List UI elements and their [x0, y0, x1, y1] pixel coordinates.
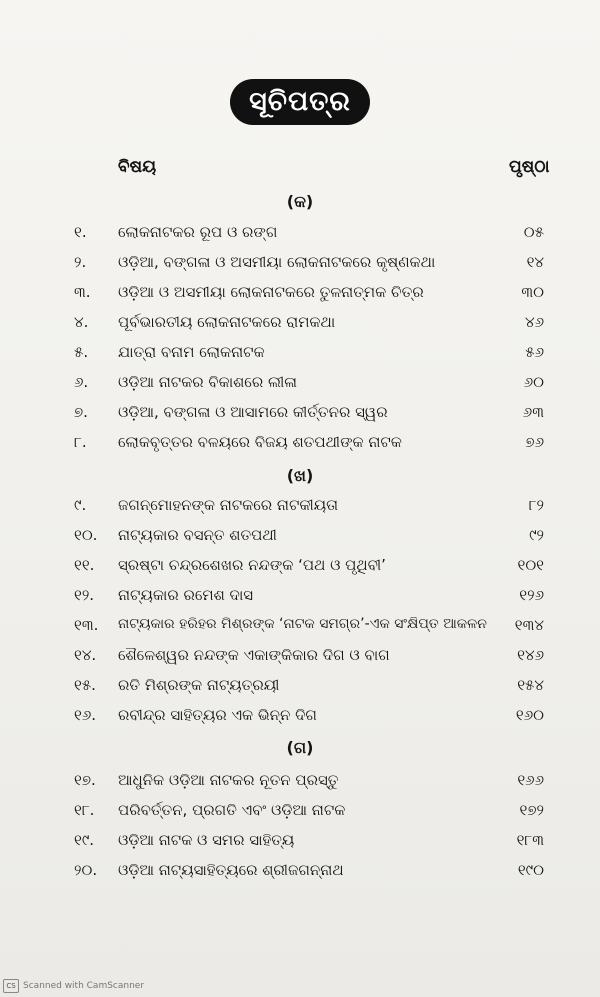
- entry-title: ଲୋକବୃତ୍ତର ବଳୟରେ ବିଜୟ ଶତପଥୀଙ୍କ ନାଟକ: [118, 433, 402, 451]
- entry-title: ଓଡ଼ିଆ ନାଟ୍ୟସାହିତ୍ୟରେ ଶ୍ରୀଜଗନ୍ନାଥ: [118, 861, 344, 879]
- section-heading-ga: (ଗ): [286, 738, 314, 757]
- entry-number: ୧୭.: [74, 771, 96, 789]
- toc-entry: [74, 343, 544, 367]
- entry-title: ଓଡ଼ିଆ, ବଙ୍ଗଳା ଓ ଅସମୀୟା ଲୋକନାଟକରେ କୃଷ୍ଣକଥା: [118, 253, 436, 271]
- toc-entry: [74, 526, 544, 550]
- toc-entry: [74, 616, 544, 640]
- toc-entry: [74, 586, 544, 610]
- entry-title: ଜଗନ୍ମୋହନଙ୍କ ନାଟକରେ ନାଟକୀୟତା: [118, 496, 339, 514]
- entry-number: ୭.: [74, 403, 88, 421]
- entry-title: ଶୈଳେଶ୍ୱର ନନ୍ଦଙ୍କ ଏକାଙ୍କିକାର ଦିଗ ଓ ବାଗ: [118, 646, 390, 664]
- entry-number: ୧.: [74, 223, 87, 241]
- toc-entry: [74, 861, 544, 885]
- entry-page: ୧୨୬: [519, 586, 544, 604]
- scanner-watermark: [3, 978, 144, 994]
- entry-number: ୧୦.: [74, 526, 98, 544]
- entry-title: ଓଡ଼ିଆ ନାଟକ ଓ ସମର ସାହିତ୍ୟ: [118, 831, 295, 849]
- toc-entry: [74, 556, 544, 580]
- cs-icon: CS: [3, 979, 19, 993]
- toc-entry: [74, 646, 544, 670]
- entry-title: ପରିବର୍ତ୍ତନ, ପ୍ରଗତି ଏବଂ ଓଡ଼ିଆ ନାଟକ: [118, 801, 346, 819]
- toc-entry: [74, 831, 544, 855]
- entry-page: ୧୪: [526, 253, 544, 271]
- entry-page: ୧୬୦: [515, 706, 544, 724]
- entry-title: ରତି ମିଶ୍ରଙ୍କ ନାଟ୍ୟତ୍ରୟୀ: [118, 676, 280, 694]
- entry-title: ରବୀନ୍ଦ୍ର ସାହିତ୍ୟର ଏକ ଭିନ୍ନ ଦିଗ: [118, 706, 317, 724]
- entry-page: ୧୯୦: [517, 861, 544, 879]
- entry-page: ୭୬: [525, 433, 544, 451]
- toc-entry: [74, 223, 544, 247]
- entry-page: ୯୨: [529, 526, 544, 544]
- entry-number: ୧୬.: [74, 706, 97, 724]
- entry-title: ନାଟ୍ୟକାର ହରିହର ମିଶ୍ରଙ୍କ ‘ନାଟକ ସମଗ୍ର’-ଏକ ସଂକ୍ଷିପ୍ତ ଆକଳନ: [118, 616, 487, 632]
- entry-title: ଆଧୁନିକ ଓଡ଼ିଆ ନାଟକର ନୂତନ ପ୍ରସ୍ତୁ: [118, 771, 339, 789]
- entry-title: ପୂର୍ବଭାରତୀୟ ଲୋକନାଟକରେ ରାମକଥା: [118, 313, 336, 331]
- toc-entry: [74, 313, 544, 337]
- entry-number: ୧୫.: [74, 676, 96, 694]
- entry-page: ୧୩୪: [514, 616, 544, 634]
- toc-entry: [74, 496, 544, 520]
- entry-page: ୧୫୪: [517, 676, 544, 694]
- page-title: ସୂଚିପତ୍ର: [230, 79, 370, 125]
- toc-entry: [74, 771, 544, 795]
- entry-title: ନାଟ୍ୟକାର ରମେଶ ଦାସ: [118, 586, 254, 604]
- toc-entry: [74, 373, 544, 397]
- toc-entry: [74, 801, 544, 825]
- scanner-text: Scanned with CamScanner: [23, 981, 145, 991]
- entry-title: ଓଡ଼ିଆ ନାଟକର ବିକାଶରେ ଲୀଳା: [118, 373, 298, 391]
- entry-page: ୫୬: [525, 343, 544, 361]
- entry-page: ୧୬୬: [517, 771, 544, 789]
- toc-entry: [74, 253, 544, 277]
- entry-page: ୧୦୧: [517, 556, 544, 574]
- entry-title: ନାଟ୍ୟକାର ବସନ୍ତ ଶତପଥୀ: [118, 526, 277, 544]
- subject-column-header: ବିଷୟ: [118, 157, 157, 177]
- entry-page: ୪୬: [524, 313, 544, 331]
- entry-page: ୬୩: [522, 403, 544, 421]
- entry-title: ଓଡ଼ିଆ, ବଙ୍ଗଳା ଓ ଆସାମରେ କୀର୍ତ୍ତନର ସ୍ୱର: [118, 403, 388, 421]
- entry-number: ୧୮.: [74, 801, 95, 819]
- entry-number: ୬.: [74, 373, 89, 391]
- entry-number: ୨.: [74, 253, 87, 271]
- entry-number: ୩.: [74, 283, 91, 301]
- toc-entry: [74, 403, 544, 427]
- page-column-header: ପୃଷ୍ଠା: [509, 157, 550, 177]
- entry-title: ଓଡ଼ିଆ ଓ ଅସମୀୟା ଲୋକନାଟକରେ ତୁଳନାତ୍ମକ ଚିତ୍ର: [118, 283, 424, 301]
- entry-title: ସ୍ରଷ୍ଟା ଚନ୍ଦ୍ରଶେଖର ନନ୍ଦଙ୍କ ‘ପଥ ଓ ପୃଥିବୀ’: [118, 556, 386, 574]
- entry-page: ୧୮୩: [516, 831, 544, 849]
- section-heading-kha: (ଖ): [286, 466, 314, 485]
- entry-number: ୮.: [74, 433, 87, 451]
- entry-number: ୯.: [74, 496, 87, 514]
- toc-entry: [74, 676, 544, 700]
- entry-number: ୨୦.: [74, 861, 98, 879]
- entry-number: ୧୯.: [74, 831, 95, 849]
- entry-number: ୧୨.: [74, 586, 95, 604]
- entry-title: ଲୋକନାଟକର ରୂପ ଓ ରଙ୍ଗ: [118, 223, 278, 241]
- toc-entry: [74, 706, 544, 730]
- entry-page: ୦୫: [523, 223, 544, 241]
- entry-page: ୬୦: [523, 373, 544, 391]
- entry-number: ୧୩.: [74, 616, 99, 634]
- entry-number: ୧୪.: [74, 646, 97, 664]
- entry-page: ୮୨: [528, 496, 544, 514]
- section-heading-ka: (କ): [286, 192, 314, 211]
- entry-number: ୧୧.: [74, 556, 95, 574]
- toc-entry: [74, 433, 544, 457]
- entry-number: ୫.: [74, 343, 89, 361]
- entry-page: ୧୪୬: [517, 646, 544, 664]
- toc-entry: [74, 283, 544, 307]
- entry-page: ୩୦: [521, 283, 544, 301]
- entry-number: ୪.: [74, 313, 89, 331]
- entry-page: ୧୭୨: [519, 801, 544, 819]
- entry-title: ଯାତ୍ରା ବନାମ ଲୋକନାଟକ: [118, 343, 265, 361]
